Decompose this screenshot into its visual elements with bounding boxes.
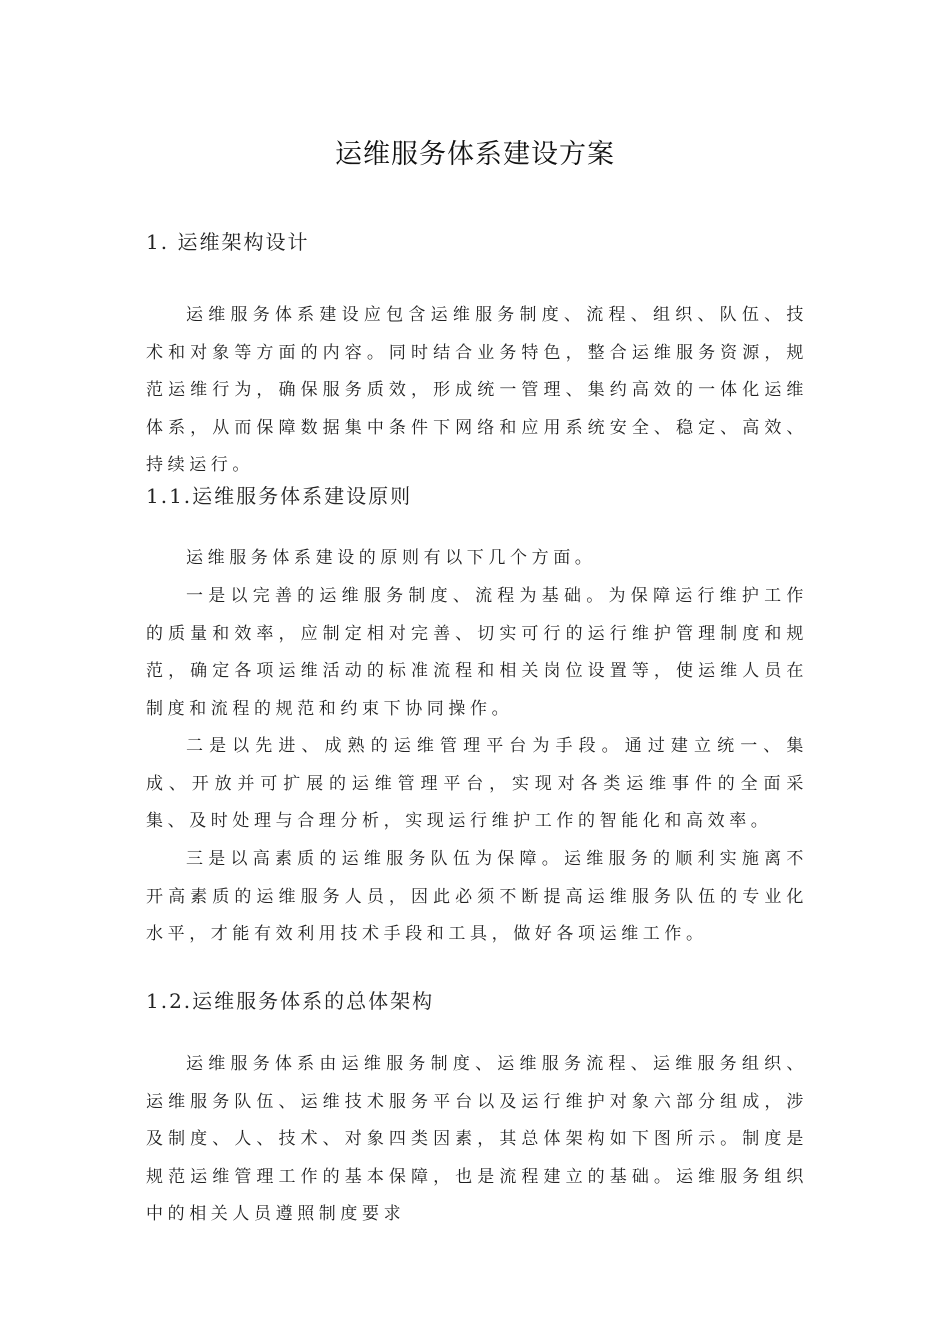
section-1-1-point-3: 三是以高素质的运维服务队伍为保障。运维服务的顺利实施离不开高素质的运维服务人员，因此必须不断提高运维服务队伍的专业化水平，才能有效利用技术手段和工具，做好各项运维工作。 bbox=[146, 849, 808, 944]
section-1-2-paragraph: 运维服务体系由运维服务制度、运维服务流程、运维服务组织、运维服务队伍、运维技术服务平台以及运行维护对象六部分组成，涉及制度、人、技术、对象四类因素，其总体架构如下图所示。制度是规范运维管理工作的基本保障，也是流程建立的基础。运维服务组织中的相关人员遵照制度要求 bbox=[146, 1054, 808, 1224]
section-1-paragraph: 运维服务体系建设应包含运维服务制度、流程、组织、队伍、技术和对象等方面的内容。同时结合业务特色，整合运维服务资源，规范运维行为，确保服务质效，形成统一管理、集约高效的一体化运维体系，从而保障数据集中条件下网络和应用系统安全、稳定、高效、持续运行。 bbox=[146, 305, 808, 475]
section-1-1-point-1: 一是以完善的运维服务制度、流程为基础。为保障运行维护工作的质量和效率，应制定相对完善、切实可行的运行维护管理制度和规范，确定各项运维活动的标准流程和相关岗位设置等，使运维人员在制度和流程的规范和约束下协同操作。 bbox=[146, 586, 808, 719]
section-1-1-intro: 运维服务体系建设的原则有以下几个方面。 bbox=[186, 548, 597, 568]
section-1-2-heading: 1.2.运维服务体系的总体架构 bbox=[146, 989, 435, 1013]
section-1-heading: 1. 运维架构设计 bbox=[146, 230, 310, 254]
section-1-1-point-2: 二是以先进、成熟的运维管理平台为手段。通过建立统一、集成、开放并可扩展的运维管理平台，实现对各类运维事件的全面采集、及时处理与合理分析，实现运行维护工作的智能化和高效率。 bbox=[146, 736, 808, 831]
section-1-1-heading: 1.1.运维服务体系建设原则 bbox=[146, 484, 413, 508]
document-title: 运维服务体系建设方案 bbox=[335, 139, 615, 170]
